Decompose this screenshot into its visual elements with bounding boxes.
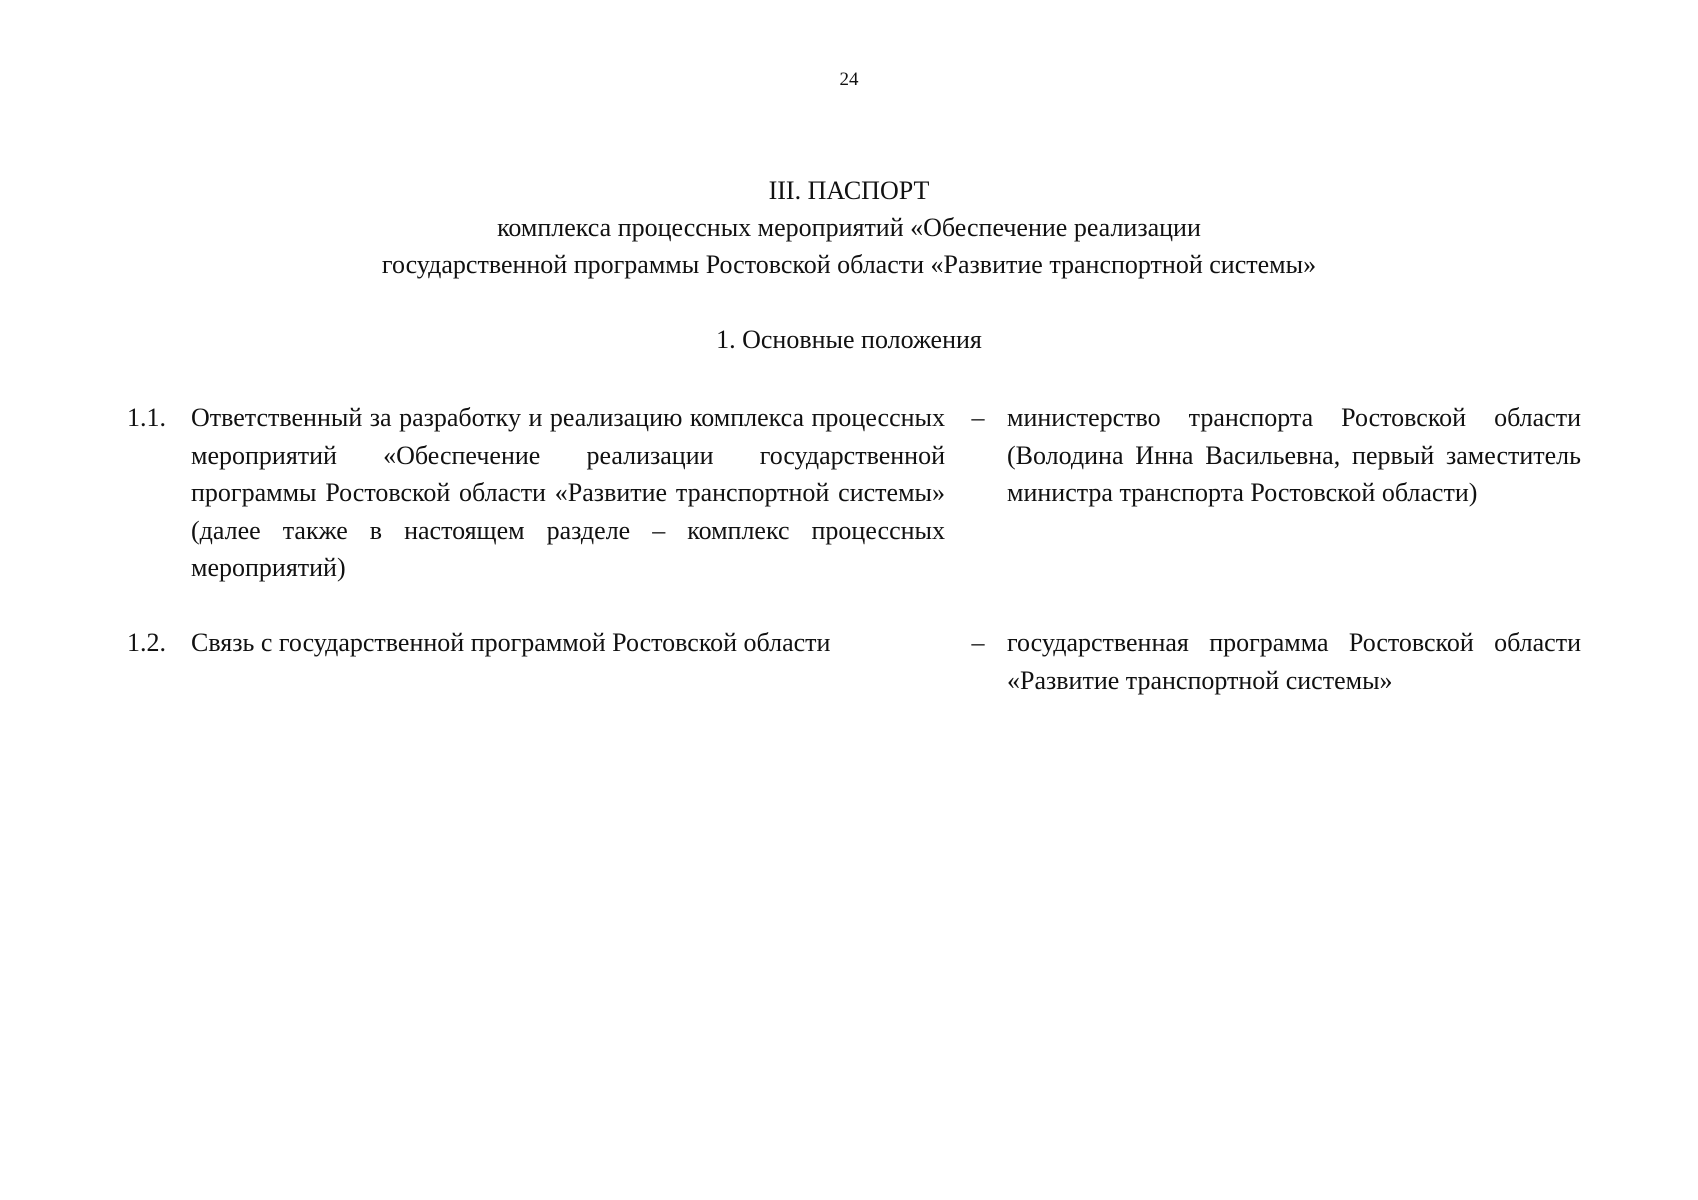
- title-line-main: III. ПАСПОРТ: [768, 176, 930, 205]
- page-number: 24: [839, 69, 859, 90]
- item-value: министерство транспорта Ростовской области (Володина Инна Васильевна, первый заместитель министра транспорта Ростовской области): [1007, 403, 1581, 507]
- item-label: Связь с государственной программой Ростовской области: [191, 628, 831, 657]
- title-line-subtitle-2: государственной программы Ростовской области «Развитие транспортной системы»: [381, 250, 1317, 279]
- document-title: [0, 172, 1698, 283]
- item-value: государственная программа Ростовской области «Развитие транспортной системы»: [1007, 628, 1581, 695]
- item-number: 1.2.: [127, 628, 166, 657]
- item-label: Ответственный за разработку и реализацию комплекса процессных мероприятий «Обеспечение реализации государственной программы Ростовской области «Развитие транспортной системы» (далее также в настоящем разделе – комплекс процессных мероприятий): [191, 403, 945, 582]
- section-heading: 1. Основные положения: [716, 325, 982, 354]
- item-dash: –: [971, 403, 985, 432]
- item-dash: –: [971, 628, 985, 657]
- item-number: 1.1.: [127, 403, 166, 432]
- title-line-subtitle-1: комплекса процессных мероприятий «Обеспечение реализации: [497, 213, 1201, 242]
